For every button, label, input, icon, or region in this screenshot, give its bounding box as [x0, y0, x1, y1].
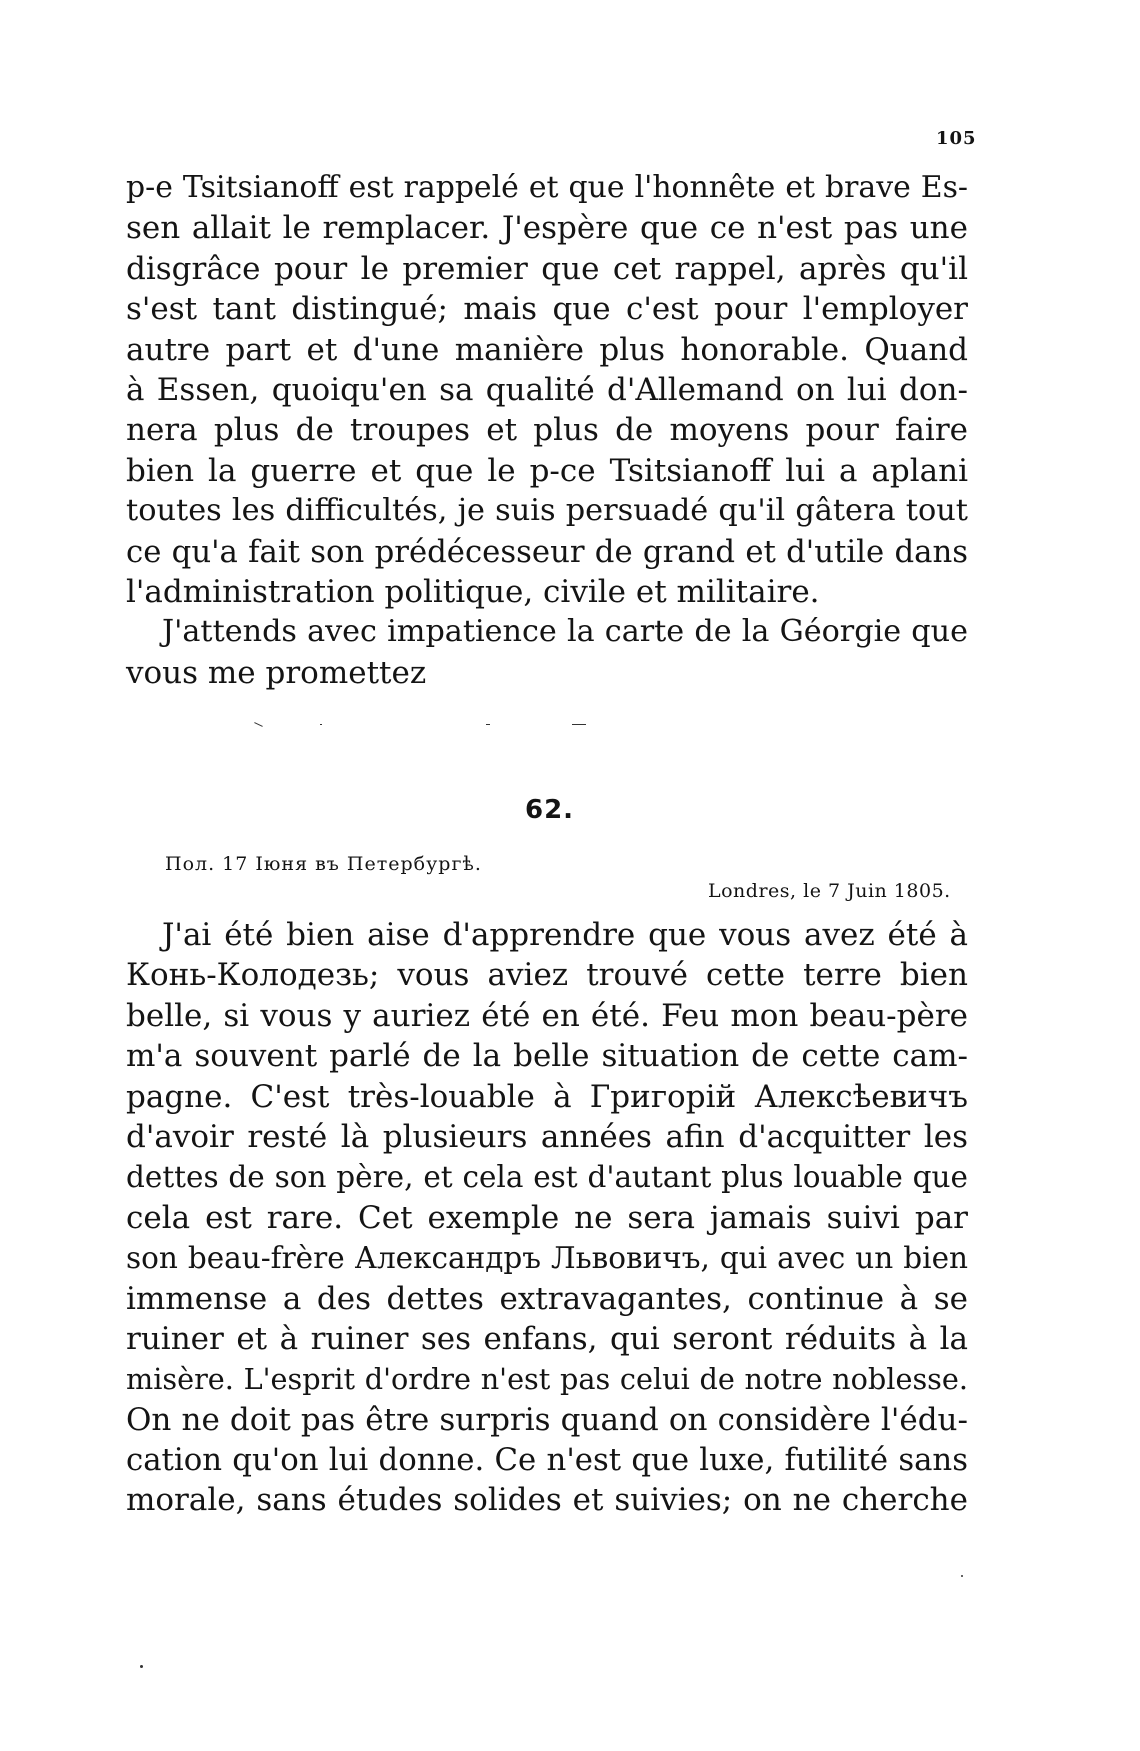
print-speck — [140, 1665, 143, 1668]
text-line: J'attends avec impatience la carte de la Géorgie que — [162, 614, 968, 650]
letter-body — [126, 915, 968, 1521]
section-separator — [250, 724, 600, 734]
page-number: 105 — [936, 128, 977, 149]
text-line: m'a souvent parlé de la belle situation de cette cam- — [126, 1038, 968, 1075]
text-line: dettes de son père, et cela est d'autant plus louable que — [126, 1160, 968, 1195]
paragraph-2 — [126, 612, 968, 693]
text-line: Конь-Колодезь; vous aviez trouvé cette terre bien — [126, 957, 968, 994]
text-line: p-e Tsitsianoff est rappelé et que l'honnête et brave Es- — [126, 170, 968, 205]
text-line: sen allait le remplacer. J'espère que ce n'est pas une — [126, 210, 968, 247]
letter-dateline: Londres, le 7 Juin 1805. — [708, 880, 951, 902]
text-line: cation qu'on lui donne. Ce n'est que luxe, futilité sans — [126, 1442, 968, 1479]
text-line: belle, si vous y auriez été en été. Feu mon beau-père — [126, 997, 968, 1034]
print-speck — [961, 1575, 963, 1577]
text-line: d'avoir resté là plusieurs années afin d'acquitter les — [126, 1118, 968, 1155]
text-line: misère. L'esprit d'ordre n'est pas celui de notre noblesse. — [126, 1362, 968, 1397]
previous-letter-continuation — [126, 168, 968, 693]
text-line: toutes les difficultés, je suis persuadé qu'il gâtera tout — [126, 493, 968, 529]
text-line: l'administration politique, civile et militaire. — [126, 573, 820, 610]
text-line: cela est rare. Cet exemple ne sera jamais suivi par — [126, 1199, 968, 1236]
text-line: bien la guerre et que le p-ce Tsitsianoff lui a aplani — [126, 452, 968, 489]
text-line: ruiner et à ruiner ses enfans, qui seront réduits à la — [126, 1320, 968, 1357]
text-line: ce qu'a fait son prédécesseur de grand et d'utile dans — [126, 533, 968, 570]
text-line: immense a des dettes extravagantes, continue à se — [126, 1280, 968, 1317]
text-line: J'ai été bien aise d'apprendre que vous avez été à — [162, 917, 968, 953]
text-line: morale, sans études solides et suivies; on ne cherche — [126, 1482, 968, 1519]
text-line: nera plus de troupes et plus de moyens pour faire — [126, 412, 968, 449]
letter-number: 62. — [525, 795, 575, 825]
text-line: disgrâce pour le premier que cet rappel, après qu'il — [126, 250, 968, 287]
text-line: On ne doit pas être surpris quand on considère l'édu- — [126, 1401, 968, 1438]
text-line: autre part et d'une manière plus honorable. Quand — [126, 331, 968, 368]
text-line: vous me promettez — [126, 654, 427, 691]
text-line: son beau-frère Александръ Львовичъ, qui avec un bien — [126, 1241, 968, 1276]
received-note: Пол. 17 Іюня въ Петербургѣ. — [165, 853, 482, 875]
text-line: s'est tant distingué; mais que c'est pour l'employer — [126, 291, 968, 328]
paragraph-1 — [126, 168, 968, 612]
text-line: pagne. C'est très-louable à Григорій Алексѣевичъ — [126, 1078, 968, 1115]
text-line: à Essen, quoiqu'en sa qualité d'Allemand on lui don- — [126, 371, 968, 408]
